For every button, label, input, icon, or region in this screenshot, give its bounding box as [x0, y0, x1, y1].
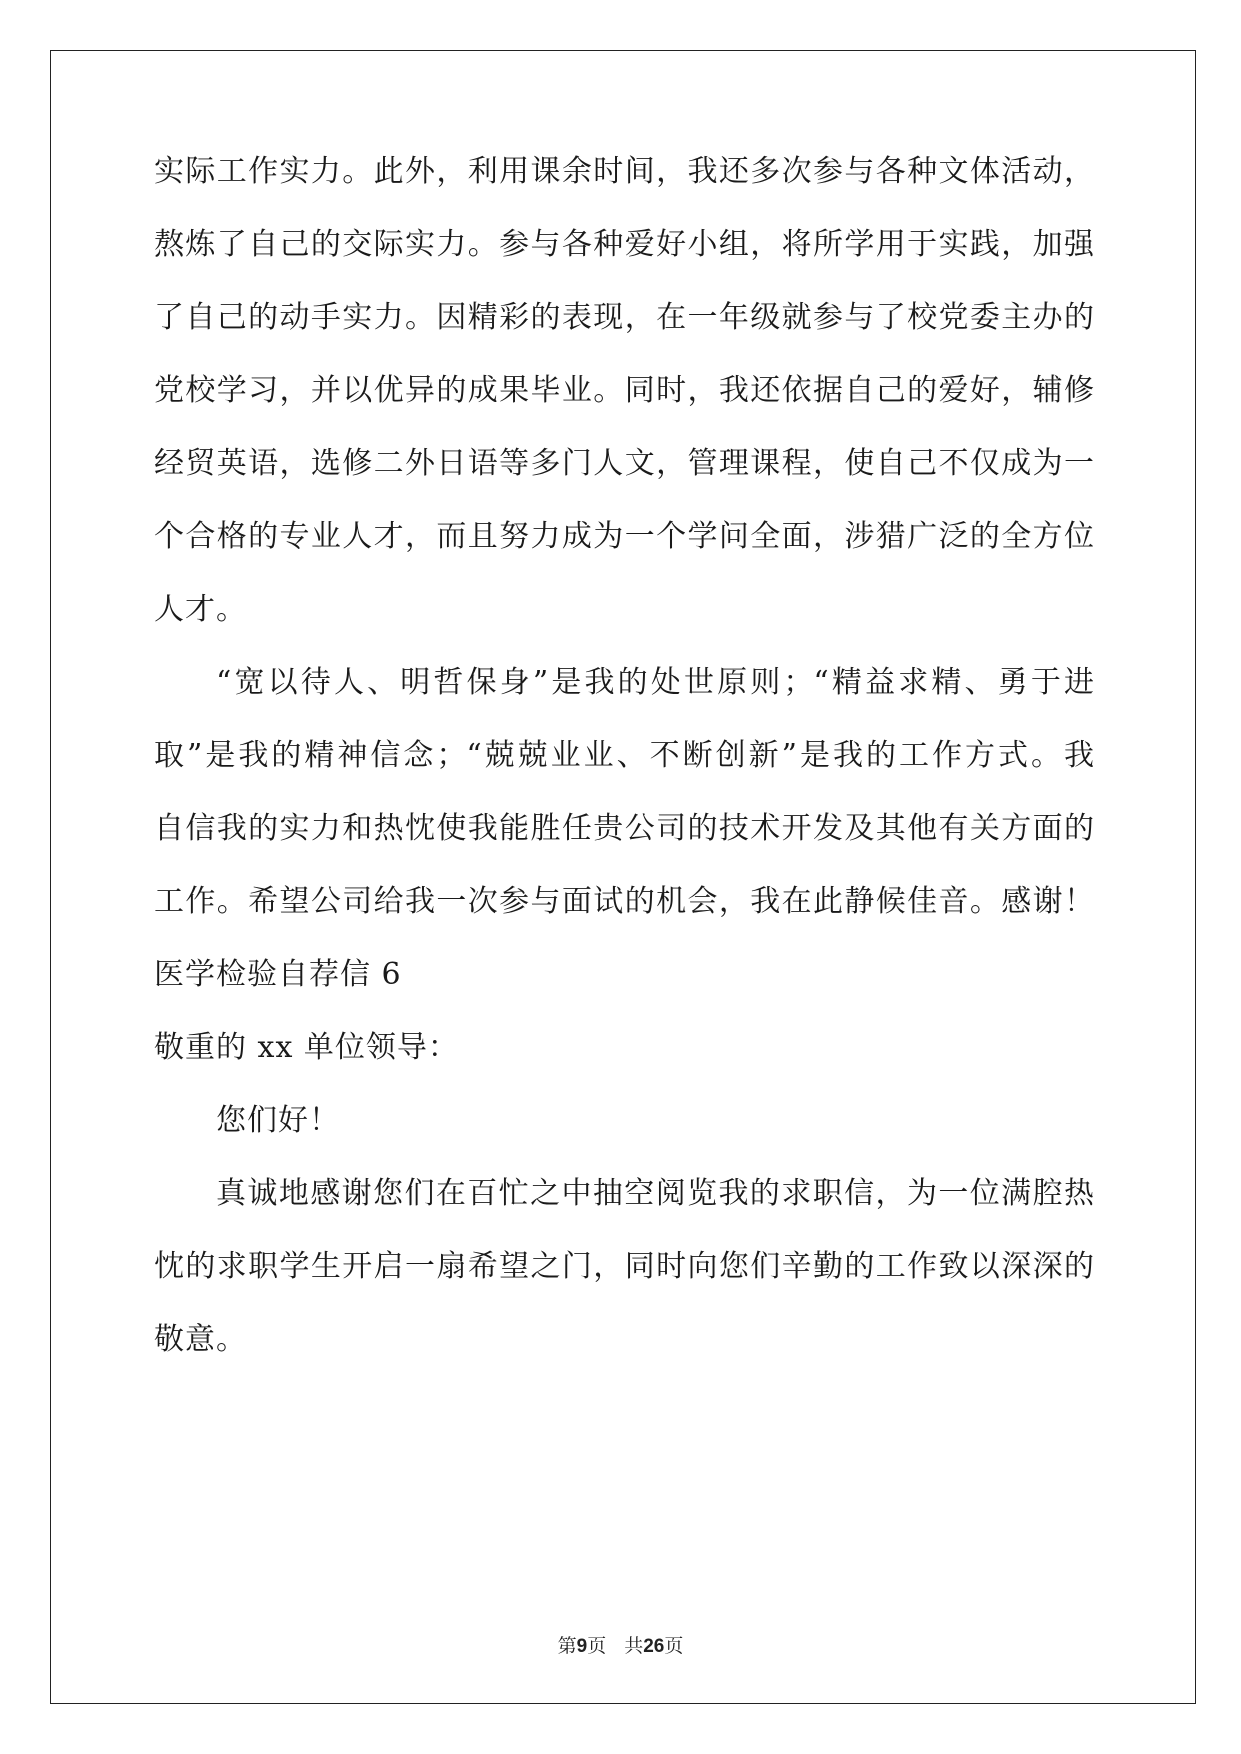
body-line: “宽以待人、明哲保身”是我的处世原则；“精益求精、勇于进: [216, 665, 1094, 700]
body-line: 党校学习，并以优异的成果毕业。同时，我还依据自己的爱好，辅修: [154, 373, 1094, 408]
page-number: 9: [576, 1636, 588, 1657]
footer-total-unit: 页: [664, 1635, 684, 1657]
body-line: 实际工作实力。此外，利用课余时间，我还多次参与各种文体活动，: [154, 154, 1094, 189]
total-pages: 26: [643, 1636, 665, 1657]
section-heading: 医学检验自荐信 6: [154, 957, 402, 992]
body-line: 熬炼了自己的交际实力。参与各种爱好小组，将所学用于实践，加强: [154, 227, 1094, 262]
body-line: 取”是我的精神信念；“兢兢业业、不断创新”是我的工作方式。我: [154, 738, 1094, 773]
page-footer: [0, 1634, 1241, 1659]
footer-total-prefix: 共: [624, 1635, 644, 1657]
body-line: 工作。希望公司给我一次参与面试的机会，我在此静候佳音。感谢！: [154, 884, 1094, 919]
body-line: 了自己的动手实力。因精彩的表现，在一年级就参与了校党委主办的: [154, 300, 1094, 335]
body-line: 经贸英语，选修二外日语等多门人文，管理课程，使自己不仅成为一: [154, 446, 1094, 481]
greeting: 您们好！: [216, 1103, 340, 1138]
body-line: 自信我的实力和热忱使我能胜任贵公司的技术开发及其他有关方面的: [154, 811, 1094, 846]
footer-prefix: 第: [557, 1635, 577, 1657]
salutation: 敬重的 xx 单位领导：: [154, 1030, 459, 1065]
body-line: 敬意。: [154, 1322, 247, 1357]
body-line: 真诚地感谢您们在百忙之中抽空阅览我的求职信，为一位满腔热: [216, 1176, 1094, 1211]
body-line: 人才。: [154, 592, 247, 627]
body-line: 个合格的专业人才，而且努力成为一个学问全面，涉猎广泛的全方位: [154, 519, 1094, 554]
body-line: 忱的求职学生开启一扇希望之门，同时向您们辛勤的工作致以深深的: [154, 1249, 1094, 1284]
footer-page-unit: 页: [587, 1635, 607, 1657]
